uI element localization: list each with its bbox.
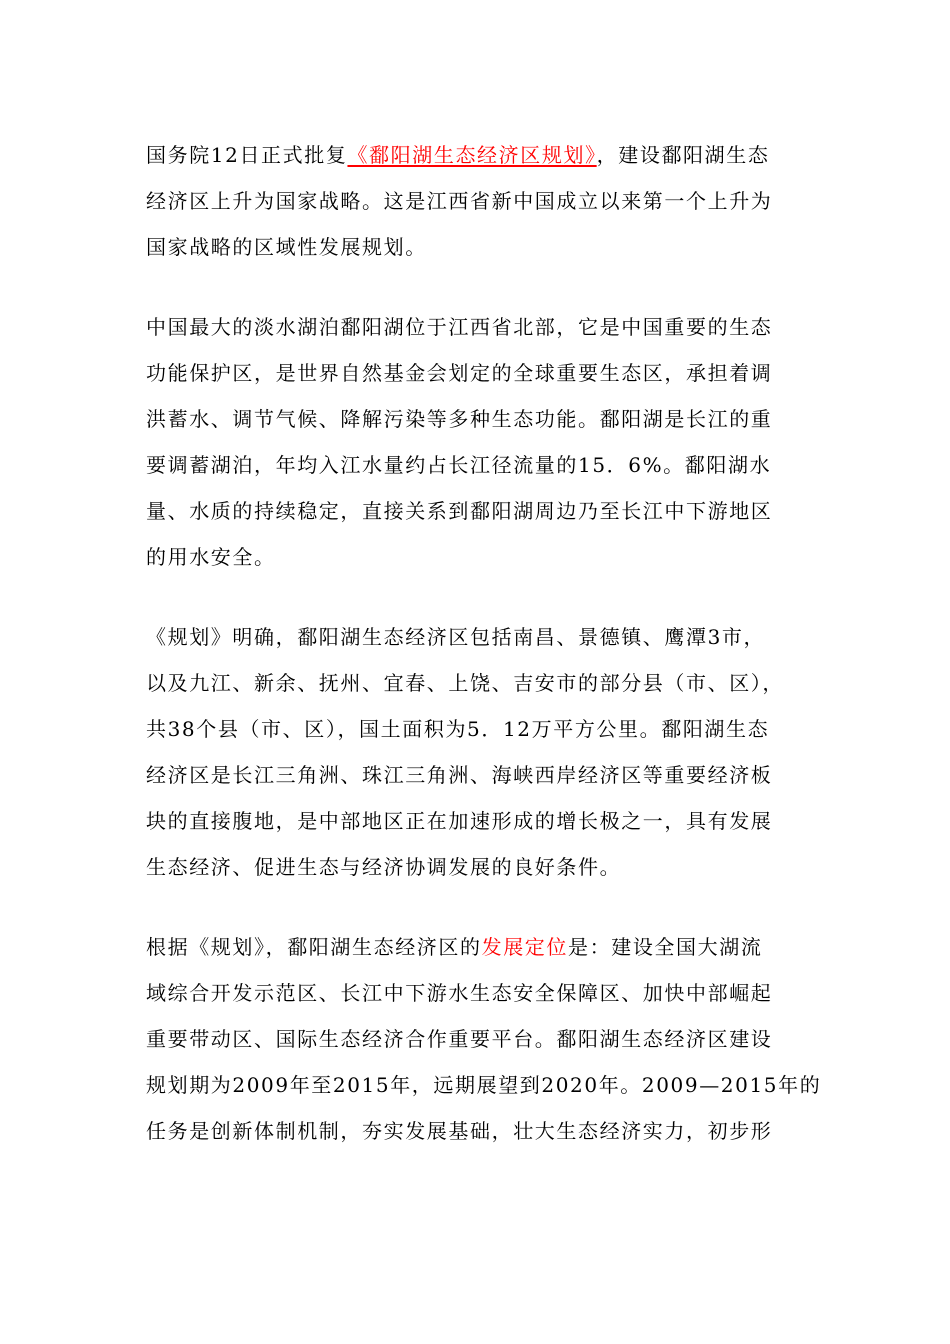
text-segment: 是：建设全国大湖流 — [568, 935, 763, 959]
text-line — [146, 132, 806, 178]
text-line: 经济区是长江三角洲、珠江三角洲、海峡西岸经济区等重要经济板 — [146, 763, 773, 787]
text-segment: ，建设鄱阳湖生态 — [596, 143, 770, 167]
text-line: 《规划》明确，鄱阳湖生态经济区包括南昌、景德镇、鹰潭3市， — [146, 625, 766, 649]
text-line: 重要带动区、国际生态经济合作重要平台。鄱阳湖生态经济区建设 — [146, 1027, 773, 1051]
highlighted-phrase: 发展定位 — [481, 935, 569, 959]
text-line: 洪蓄水、调节气候、降解污染等多种生态功能。鄱阳湖是长江的重 — [146, 407, 773, 431]
text-line: 块的直接腹地，是中部地区正在加速形成的增长极之一，具有发展 — [146, 809, 773, 833]
document-page — [146, 132, 822, 1188]
paragraph-development-positioning — [146, 924, 822, 1154]
text-segment: 国务院12日正式批复 — [146, 143, 348, 167]
paragraph-approval — [146, 132, 806, 270]
text-line: 生态经济、促进生态与经济协调发展的良好条件。 — [146, 855, 622, 879]
paragraph-lake-description — [146, 304, 806, 580]
text-line: 经济区上升为国家战略。这是江西省新中国成立以来第一个上升为 — [146, 189, 773, 213]
text-line: 量、水质的持续稳定，直接关系到鄱阳湖周边乃至长江中下游地区 — [146, 499, 773, 523]
text-line: 规划期为2009年至2015年，远期展望到2020年。2009—2015年的 — [146, 1073, 822, 1097]
text-line: 中国最大的淡水湖泊鄱阳湖位于江西省北部，它是中国重要的生态 — [146, 315, 773, 339]
text-line: 以及九江、新余、抚州、宜春、上饶、吉安市的部分县（市、区）， — [146, 671, 784, 695]
text-line: 域综合开发示范区、长江中下游水生态安全保障区、加快中部崛起 — [146, 981, 773, 1005]
paragraph-plan-scope — [146, 614, 806, 890]
text-line: 任务是创新体制机制，夯实发展基础，壮大生态经济实力，初步形 — [146, 1119, 773, 1143]
text-line: 共38个县（市、区），国土面积为5．12万平方公里。鄱阳湖生态 — [146, 717, 770, 741]
text-line: 功能保护区，是世界自然基金会划定的全球重要生态区，承担着调 — [146, 361, 773, 385]
text-line: 国家战略的区域性发展规划。 — [146, 235, 427, 259]
text-segment: 根据《规划》，鄱阳湖生态经济区的 — [146, 935, 482, 959]
text-line: 要调蓄湖泊，年均入江水量约占长江径流量的15．6%。鄱阳湖水 — [146, 453, 772, 477]
text-line: 的用水安全。 — [146, 545, 276, 569]
text-line — [146, 924, 806, 970]
plan-title-link[interactable]: 《鄱阳湖生态经济区规划》 — [347, 143, 597, 167]
